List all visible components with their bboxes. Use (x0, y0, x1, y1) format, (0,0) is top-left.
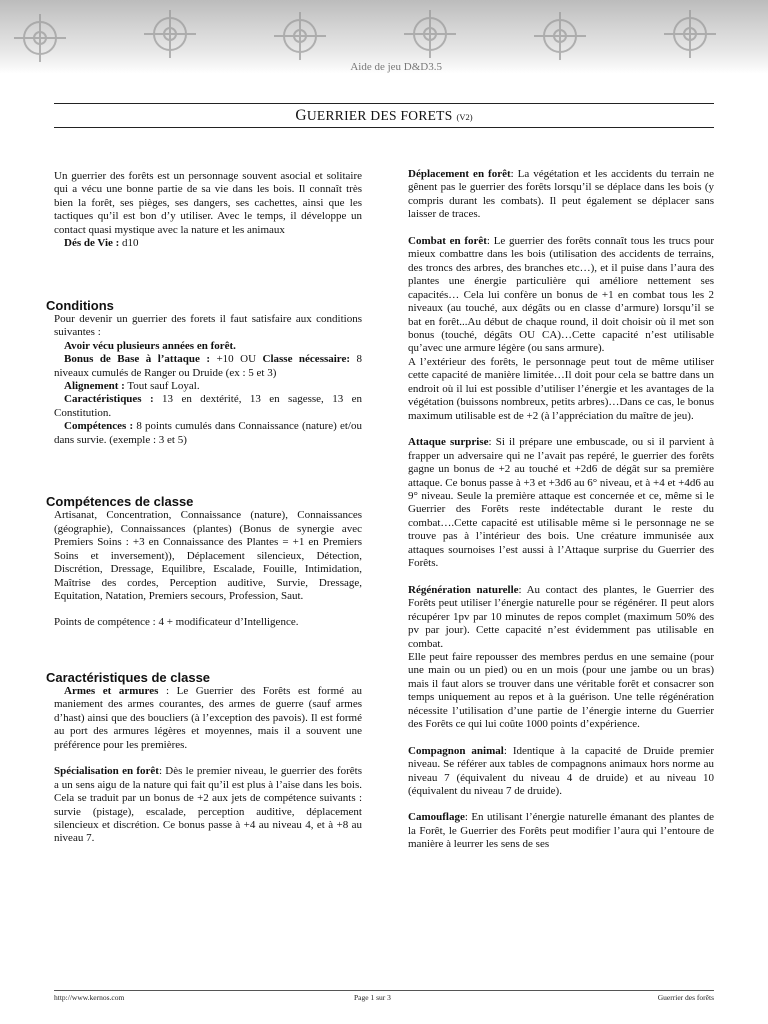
condition-bba: Bonus de Base à l’attaque : +10 OU Classe nécessaire: 8 niveaux cumulés de Ranger ou Druide (ex : 5 et 3) (54, 353, 363, 379)
page-title (54, 103, 714, 128)
title-text: UERRIER DES FORETS (306, 108, 453, 123)
title-version: (V2) (456, 112, 473, 122)
regeneration-limbs-paragraph: Elle peut faire repousser des membres perdus en une semaine (pour une main ou un pied) ou en un mois (pour une jambe ou un bras) mais il faut alors se trouver dans une véritable forêt et consacrer son temps uniquement au repos et à la guérison. Une telle régénération nécessite l’utilisation d’une partie de l’énergie interne du Guerrier des Forêts ce qui lui coûte 1000 points d’expérience. (408, 650, 714, 731)
natural-regeneration-paragraph: Régénération naturelle: Au contact des plantes, le Guerrier des Forêts peut utiliser l’énergie naturelle pour se régénérer. Il peut alors récupérer 1pv par 10 minutes de repos complet (maximum 50% des pv par jour). Cette capacité n’est évidemment pas utilisable en combat. (408, 583, 714, 650)
skills-list: Artisanat, Concentration, Connaissance (nature), Connaissances (géographie), Connaissances (plantes) (Bonus de synergie avec Premiers Soins : +3 en Connaissance des Plantes = +1 en Premiers Soins et inversement)), Déplacement silencieux, Détection, Discrétion, Dressage, Equilibre, Escalade, Fouille, Intimidation, Maîtrise des cordes, Perception auditive, Survie, Dressage, Equitation, Natation, Premiers secours, Profession, Saut. (54, 509, 362, 602)
skills-heading: Compétences de classe (46, 494, 194, 510)
skill-points: Points de compétence : 4 + modificateur d’Intelligence. (54, 616, 299, 629)
weapons-armor-paragraph: Armes et armures : Le Guerrier des Forêts est formé au maniement des armes courantes, des armes de guerre (sauf armes d’hast) ainsi que des boucliers (à l’exception des pavois). Il est formé au port des armures légères et moyennes, mais il a souvent une préférence pour les premières. (54, 684, 362, 751)
class-features-heading: Caractéristiques de classe (46, 669, 211, 685)
camouflage-paragraph: Camouflage: En utilisant l’énergie naturelle émanant des plantes de la Forêt, le Guerrier des Forêts peut modifier l’aura qui l’entoure de manière à leurrer les sens de ses (408, 811, 714, 851)
footer-url: http://www.kernos.com (54, 993, 125, 1002)
intro-paragraph: Un guerrier des forêts est un personnage souvent asocial et solitaire qui a vécu une bonne partie de sa vie dans les bois. Il connaît très bien la forêt, ses pièges, ses dangers, ses cachettes, ainsi que les tactiques qu’il est bon d’y utiliser. Avec le temps, il développe un contact quasi mystique avec la nature et les animaux (54, 170, 362, 236)
header-banner (0, 0, 768, 74)
footer-doc-title: Guerrier des forêts (657, 993, 714, 1002)
conditions-heading: Conditions (46, 297, 114, 313)
banner-caption: Aide de jeu D&D3.5 (350, 61, 442, 73)
surprise-attack-paragraph: Attaque surprise: Si il prépare une embuscade, ou si il parvient à frapper un adversaire qui ne l’avait pas repéré, le guerrier des forêts gagne un bonus de +2 au touché et +2d6 de dégât sur sa première attaque. Ce bonus passe à +3 et +3d6 au 6° niveau, et à +4 et +4d6 au 9° niveau. Seule la première attaque est concernée et ce, même si le Guerrier des Forêts reste indétectable durant le reste du combat….Cette capacité est utilisable même si le personnage ne se trouve pas à l’intérieur des bois. Une créature immunisée aux attaques sournoises l’est aussi à l’Attaque surprise du Guerrier des Forêts. (408, 436, 715, 570)
forest-specialization-paragraph: Spécialisation en forêt: Dès le premier niveau, le guerrier des forêts a un sens aigu de la nature qui fait qu’il est plus à l’aise dans les bois. Cela se traduit par un bonus de +2 aux jets de compétence suivants : survie (pistage), escalade, perception auditive, déplacement silencieux et discrétion. Ce bonus passe à +4 au niveau 4, et à +8 au niveau 7. (54, 765, 362, 845)
footer-page-number: Page 1 sur 3 (354, 993, 391, 1002)
condition-alignment: Alignement : Tout sauf Loyal. (64, 379, 200, 392)
right-column (408, 168, 714, 852)
footer-divider (54, 990, 714, 991)
forest-combat-outside-paragraph: A l’extérieur des forêts, le personnage peut tout de même utiliser cette capacité de manière limitée…Il doit pour cela se battre dans un endroit où il lui est possible d’utiliser l’énergie et les avantages de la végétation (buissons nombreux, petits arbres)…Dans ce cas, le bonus maximum utilisable est de +2 (à l’appréciation du maître de jeu). (408, 355, 714, 422)
conditions-intro: Pour devenir un guerrier des forets il faut satisfaire aux conditions suivantes : (54, 312, 362, 339)
condition-forest-years: Avoir vécu plusieurs années en forêt. (64, 339, 236, 352)
title-initial: G (295, 107, 307, 124)
hit-dice-line: Dés de Vie : d10 (64, 237, 139, 250)
forest-combat-paragraph: Combat en forêt: Le guerrier des forêts connaît tous les trucs pour mieux combattre dans les bois (utilisation des accidents de terrains, des troncs des arbres, des branches etc…), et il puise dans l’aura des plantes une énergie particulière qui améliore nettement ses capacités… Cela lui confère un bonus de +1 en combat tous les 2 niveaux (au touché, aux dégâts ou en classe d’armure) lorsqu’il se bat en forêt...Au début de chaque round, il doit choisir où il met son bonus (touché, dégâts OU CA)…Cette capacité n’est utilisable qu’avec une armure légère (ou sans armure). (408, 234, 715, 355)
animal-companion-paragraph: Compagnon animal: Identique à la capacité de Druide premier niveau. Se référer aux tables de compagnons animaux hors norme au niveau 7 (équivalent du niveau 4 de druide) et au niveau 10 (équivalent du niveau 7 de druide). (408, 744, 715, 798)
condition-characteristics: Caractéristiques : 13 en dextérité, 13 en sagesse, 13 en Constitution. (54, 393, 362, 419)
condition-skills: Compétences : 8 points cumulés dans Connaissance (nature) et/ou dans survie. (exemple : 3 et 5) (54, 420, 362, 446)
forest-movement-paragraph: Déplacement en forêt: La végétation et les accidents du terrain ne gênent pas le guerrier des forêts lorsqu’il se déplace dans les bois (y compris durant les combats). Il peut également se déplacer sans laisser de traces. (408, 168, 715, 221)
left-column (46, 170, 363, 846)
